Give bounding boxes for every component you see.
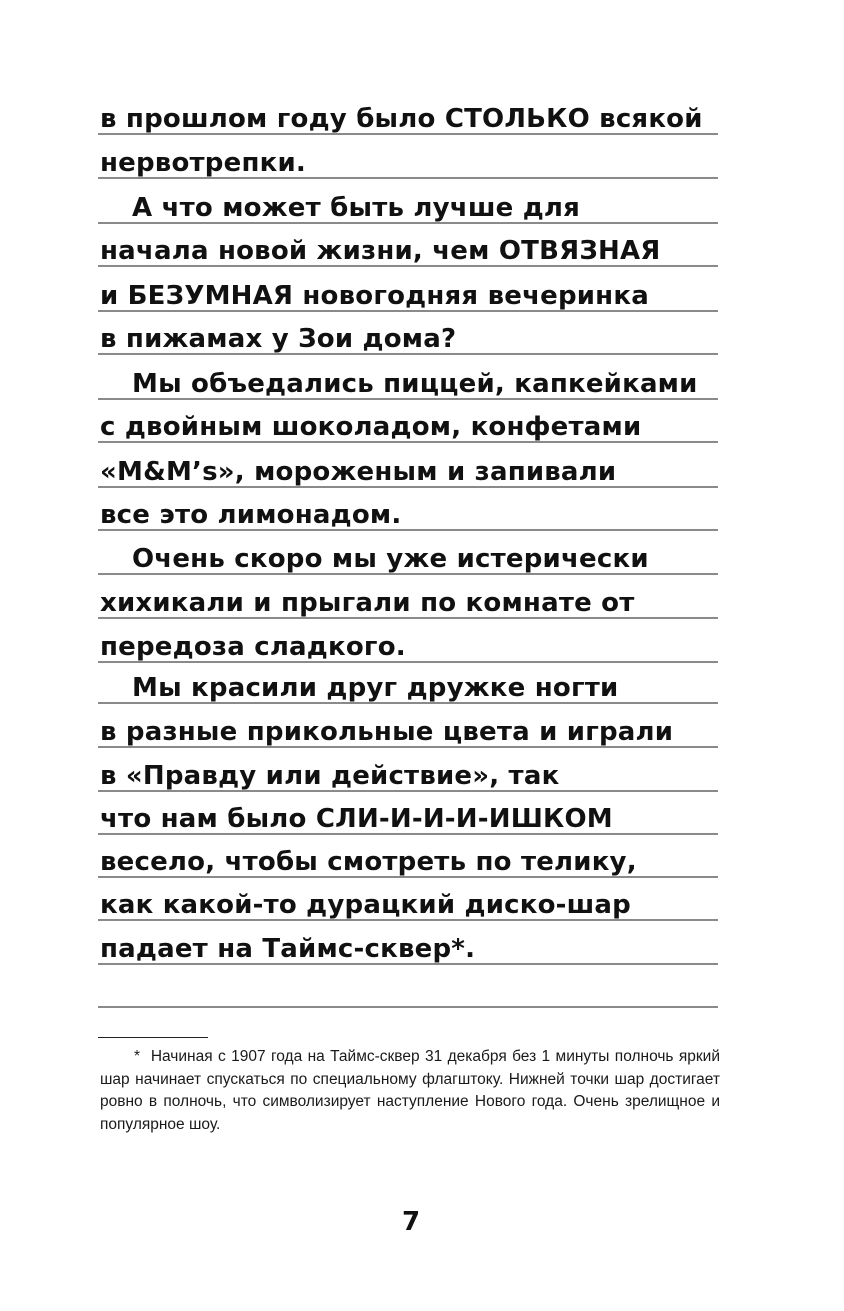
text-line: нервотрепки. xyxy=(100,148,306,178)
ruled-line xyxy=(98,1006,718,1008)
text-line: все это лимонадом. xyxy=(100,500,402,530)
text-line: А что может быть лучше для xyxy=(132,193,581,223)
text-line: начала новой жизни, чем ОТВЯЗНАЯ xyxy=(100,236,661,266)
footnote-text: Начиная с 1907 года на Таймс-сквер 31 декабря без 1 минуты полночь яркий шар начинает спускаться по специальному флагштоку. Нижней точки шар достигает ровно в полночь, что символизирует наступление Нового года. Очень зрелищное и популярное шоу. xyxy=(100,1048,720,1133)
text-line: что нам было СЛИ-И-И-И-ИШКОМ xyxy=(100,804,613,834)
footnote-marker: * xyxy=(134,1048,141,1065)
text-line: как какой-то дурацкий диско-шар xyxy=(100,890,631,920)
text-line: хихикали и прыгали по комнате от xyxy=(100,588,635,618)
text-line: весело, чтобы смотреть по телику, xyxy=(100,847,637,877)
text-line: в прошлом году было СТОЛЬКО всякой xyxy=(100,104,703,134)
text-line: и БЕЗУМНАЯ новогодняя вечеринка xyxy=(100,281,649,311)
text-line: Мы красили друг дружке ногти xyxy=(132,673,619,703)
text-line: передоза сладкого. xyxy=(100,632,406,662)
text-line: Мы объедались пиццей, капкейками xyxy=(132,369,698,399)
text-line: Очень скоро мы уже истерически xyxy=(132,544,649,574)
text-line: с двойным шоколадом, конфетами xyxy=(100,412,642,442)
text-line: в разные прикольные цвета и играли xyxy=(100,717,674,747)
text-line: в «Правду или действие», так xyxy=(100,761,560,791)
text-line: падает на Таймс-сквер*. xyxy=(100,934,476,964)
footnote-separator xyxy=(98,1037,208,1038)
text-line: «M&M’s», мороженым и запивали xyxy=(100,457,617,487)
text-line: в пижамах у Зои дома? xyxy=(100,324,457,354)
page-number: 7 xyxy=(401,1207,421,1237)
footnote xyxy=(100,1046,720,1136)
